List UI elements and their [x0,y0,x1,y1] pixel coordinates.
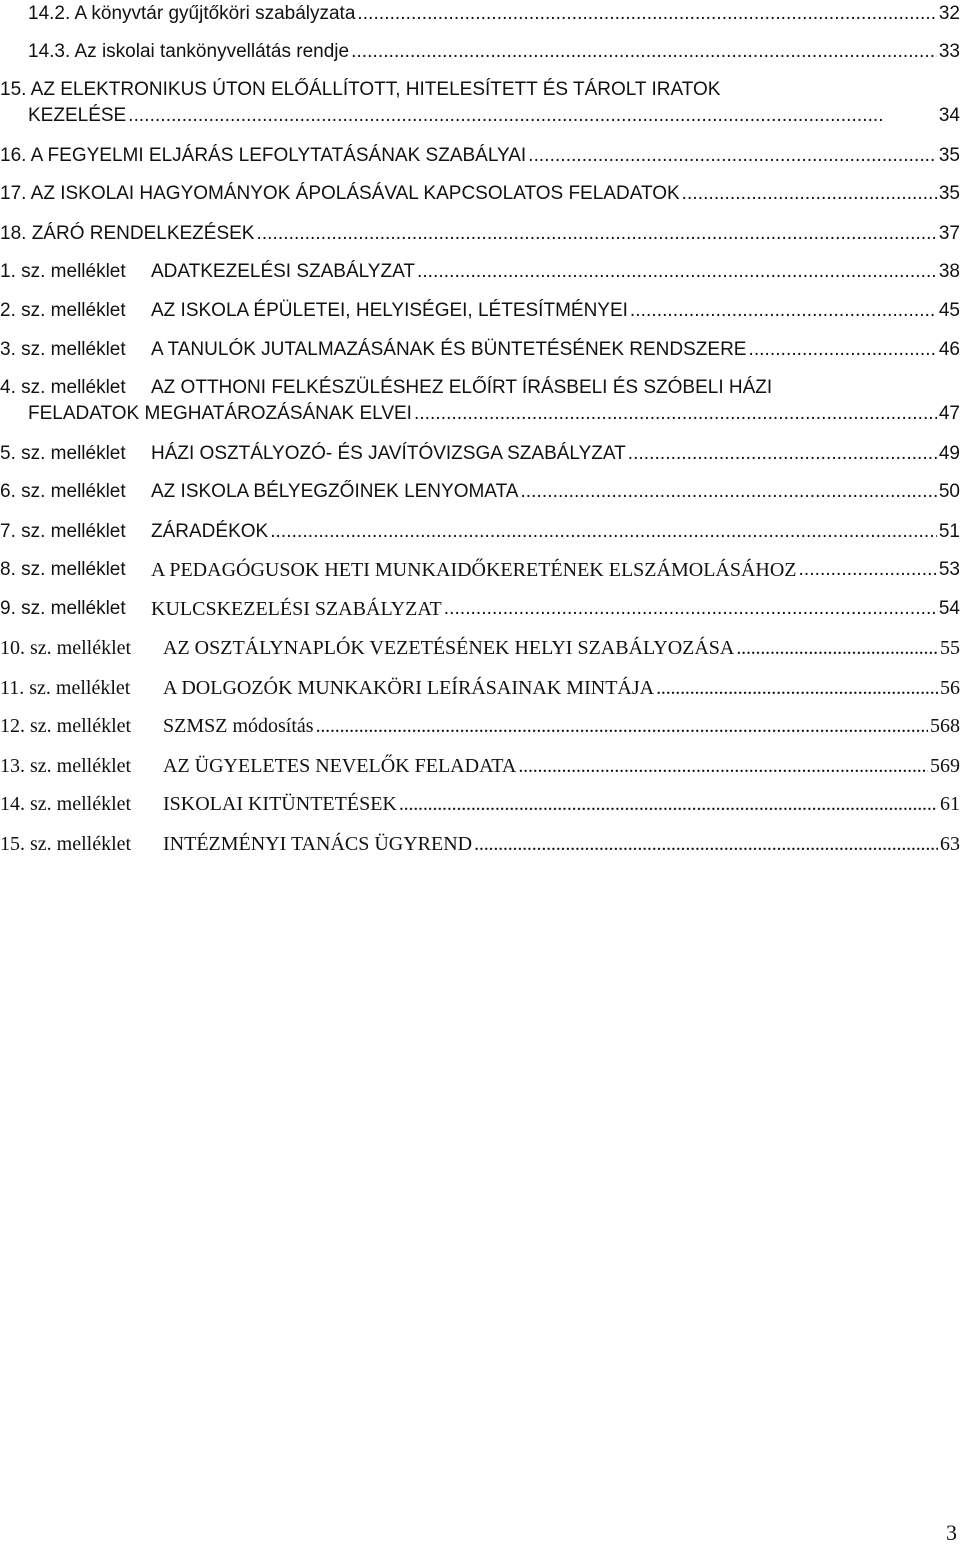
toc-page-number: 568 [930,715,960,737]
toc-page-number: 51 [938,521,960,542]
toc-annex-13[interactable] [0,752,960,778]
dot-leader [528,144,937,168]
toc-annex-12[interactable] [0,712,960,738]
dot-leader [399,792,938,816]
dot-leader [270,520,937,544]
toc-entry-18[interactable] [0,220,960,246]
annex-title: SZMSZ módosítás [163,715,314,737]
annex-prefix: 3. sz. melléklet [0,339,126,360]
annex-prefix: 4. sz. melléklet [0,377,126,398]
annex-title-continued: FELADATOK MEGHATÁROZÁSÁNAK ELVEI [28,403,412,424]
toc-page-number: 45 [938,300,960,321]
toc-page-number: 34 [938,105,960,126]
toc-annex-3[interactable] [0,336,960,362]
dot-leader [351,40,937,64]
toc-title: 18. ZÁRÓ RENDELKEZÉSEK [0,223,255,244]
annex-title: ADATKEZELÉSI SZABÁLYZAT [151,261,415,282]
toc-annex-9[interactable] [0,595,960,621]
annex-title: ISKOLAI KITÜNTETÉSEK [163,793,397,815]
annex-prefix: 5. sz. melléklet [0,443,126,464]
dot-leader [256,222,936,246]
toc-page-number: 50 [938,481,960,502]
toc-page-number: 38 [938,261,960,282]
annex-title: AZ ISKOLA BÉLYEGZŐINEK LENYOMATA [151,481,519,502]
annex-title: KULCSKEZELÉSI SZABÁLYZAT [151,598,442,620]
dot-leader [518,754,928,778]
annex-prefix: 12. sz. melléklet [0,715,132,737]
toc-title-continued: KEZELÉSE [28,105,127,126]
toc-title: 14.3. Az iskolai tankönyvellátás rendje [28,41,350,62]
toc-page-number: 33 [938,41,960,62]
toc-annex-6[interactable] [0,478,960,504]
dot-leader [656,676,938,700]
annex-title: ZÁRADÉKOK [151,521,269,542]
toc-page-number: 63 [940,833,960,855]
toc-annex-5[interactable] [0,440,960,466]
dot-leader [799,558,937,582]
annex-prefix: 13. sz. melléklet [0,755,132,777]
annex-title: AZ OSZTÁLYNAPLÓK VEZETÉSÉNEK HELYI SZABÁLYOZÁSA [163,637,735,659]
toc-annex-11[interactable] [0,674,960,700]
toc-page-number: 47 [938,403,960,424]
toc-page-number: 569 [930,755,960,777]
toc-page-number: 46 [938,339,960,360]
toc-annex-8[interactable] [0,556,960,582]
toc-entry-14-3[interactable] [0,38,960,64]
toc-page-number: 35 [938,183,960,204]
annex-prefix: 14. sz. melléklet [0,793,132,815]
annex-prefix: 10. sz. melléklet [0,637,132,659]
toc-title: 15. AZ ELEKTRONIKUS ÚTON ELŐÁLLÍTOTT, HITELESÍTETT ÉS TÁROLT IRATOK [0,79,721,100]
dot-leader [417,260,937,284]
toc-annex-14[interactable] [0,790,960,816]
annex-prefix: 15. sz. melléklet [0,833,132,855]
toc-page-number: 55 [940,637,960,659]
dot-leader [748,338,936,362]
toc-entry-14-2[interactable] [0,0,960,26]
dot-leader [128,104,937,128]
toc-page-number: 54 [938,598,960,619]
annex-prefix: 9. sz. melléklet [0,598,126,619]
annex-title: AZ OTTHONI FELKÉSZÜLÉSHEZ ELŐÍRT ÍRÁSBELI ÉS SZÓBELI HÁZI [151,377,773,398]
annex-title: A DOLGOZÓK MUNKAKÖRI LEÍRÁSAINAK MINTÁJA [163,677,655,699]
dot-leader [628,442,937,466]
annex-prefix: 8. sz. melléklet [0,559,126,580]
annex-title: INTÉZMÉNYI TANÁCS ÜGYREND [163,833,473,855]
toc-annex-2[interactable] [0,297,960,323]
annex-title: HÁZI OSZTÁLYOZÓ- ÉS JAVÍTÓVIZSGA SZABÁLYZAT [151,443,626,464]
toc-annex-1[interactable] [0,258,960,284]
toc-page-number: 56 [940,677,960,699]
toc-page-number: 61 [940,793,960,815]
annex-prefix: 1. sz. melléklet [0,261,126,282]
annex-prefix: 2. sz. melléklet [0,300,126,321]
dot-leader [316,714,928,738]
toc-title: 17. AZ ISKOLAI HAGYOMÁNYOK ÁPOLÁSÁVAL KAPCSOLATOS FELADATOK [0,183,680,204]
toc-entry-15-line2[interactable] [0,102,960,128]
dot-leader [414,402,937,426]
toc-page-number: 35 [938,145,960,166]
toc-title: 16. A FEGYELMI ELJÁRÁS LEFOLYTATÁSÁNAK SZABÁLYAI [0,145,527,166]
dot-leader [682,182,937,206]
toc-annex-4-line1[interactable] [0,374,960,400]
toc-annex-10[interactable] [0,634,960,660]
annex-prefix: 11. sz. melléklet [0,677,131,699]
dot-leader [736,636,938,660]
toc-annex-4-line2[interactable] [0,400,960,426]
dot-leader [630,299,937,323]
toc-entry-17[interactable] [0,180,960,206]
dot-leader [444,597,937,621]
toc-page-number: 49 [938,443,960,464]
dot-leader [357,2,936,26]
toc-page-number: 53 [938,559,960,580]
annex-title: A TANULÓK JUTALMAZÁSÁNAK ÉS BÜNTETÉSÉNEK RENDSZERE [151,339,747,360]
dot-leader [474,832,938,856]
annex-title: AZ ISKOLA ÉPÜLETEI, HELYISÉGEI, LÉTESÍTMÉNYEI [151,300,628,321]
toc-page-number: 32 [938,3,960,24]
toc-entry-15-line1[interactable] [0,76,960,102]
toc-annex-15[interactable] [0,830,960,856]
toc-annex-7[interactable] [0,518,960,544]
annex-title: AZ ÜGYELETES NEVELŐK FELADATA [163,755,517,777]
toc-entry-16[interactable] [0,142,960,168]
dot-leader [520,480,936,504]
annex-prefix: 6. sz. melléklet [0,481,126,502]
toc-title: 14.2. A könyvtár gyűjtőköri szabályzata [28,3,356,24]
annex-title: A PEDAGÓGUSOK HETI MUNKAIDŐKERETÉNEK ELSZÁMOLÁSÁHOZ [151,559,797,581]
toc-page-number: 37 [938,223,960,244]
annex-prefix: 7. sz. melléklet [0,521,126,542]
page-number: 3 [946,1520,957,1545]
